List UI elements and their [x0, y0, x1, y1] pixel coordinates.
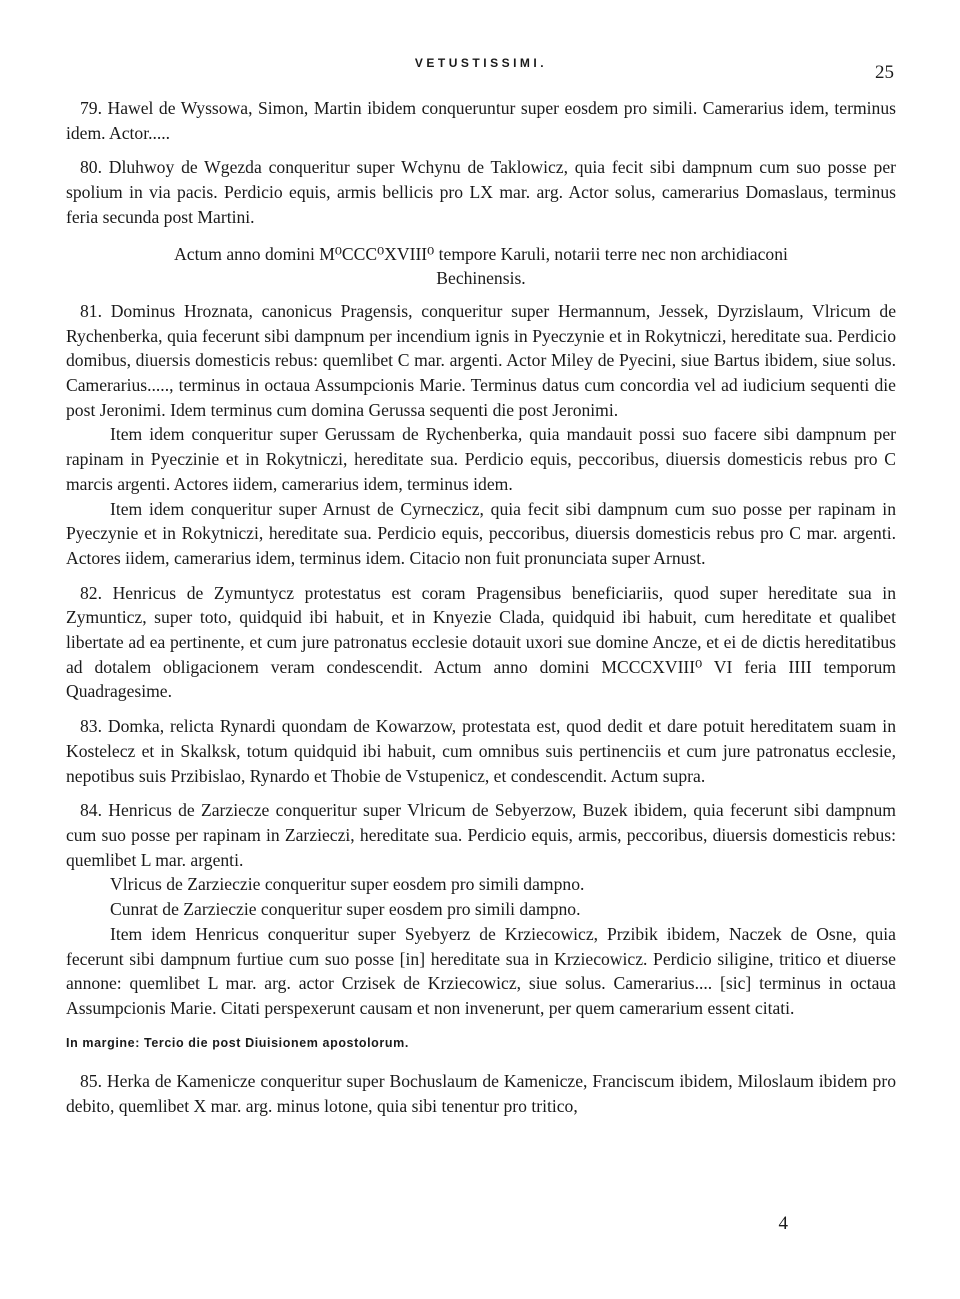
entry-80	[66, 155, 896, 229]
paragraph: Cunrat de Zarzieczie conqueritur super eosdem pro simili dampno.	[110, 899, 581, 920]
running-head	[66, 56, 896, 86]
paragraph: 79. Hawel de Wyssowa, Simon, Martin ibidem conqueruntur super eosdem pro simili. Camerarius idem, terminus idem. Actor.....	[66, 98, 896, 143]
margin-note: In margine: Tercio die post Diuisionem apostolorum.	[66, 1035, 409, 1050]
paragraph: 81. Dominus Hroznata, canonicus Pragensis, conqueritur super Hermannum, Jessek, Dyrzislaum, Vlricum de Rychenberka, quia fecerunt sibi dampnum per incendium ignis in Pyeczynie et in Rokytniczi, hereditate sua. Perdicio domibus, diuersis domesticis rebus: quemlibet C mar. argenti. Actor Miley de Pyecini, siue Bartus ibidem, siue solus. Camerarius....., terminus in octaua Assumpcionis Marie. Terminus datus cum concordia vel ad iudicium sequenti die post Jeronimi. Idem terminus cum domina Gerussa sequenti die post Jeronimi.	[66, 300, 896, 420]
entry-83	[66, 714, 896, 788]
paragraph: Item idem conqueritur super Gerussam de Rychenberka, quia mandauit possi suo facere sibi dampnum per rapinam in Pyeczinie et in Rokytniczi, hereditate sua. Perdicio equis, peccoribus, diuersis domesticis rebus pro C marcis argenti. Actores iidem, camerarius idem, terminus idem.	[66, 424, 896, 494]
entry-84	[66, 798, 896, 1020]
paragraph: 83. Domka, relicta Rynardi quondam de Kowarzow, protestata est, quod dedit et dare potuit hereditatem suam in Kostelecz et in Skalksk, totum quidquid ibi habuit, cum omnibus suis pertinenciis et cum jure patronatus ecclesie, nepotibus suis Przibislao, Rynardo et Thobie de Vstupenicz, et condescendit. Actum supra.	[66, 716, 896, 786]
entry-82	[66, 581, 896, 705]
entry-79	[66, 96, 896, 145]
running-title: VETUSTISSIMI.	[414, 56, 548, 70]
signature-mark: 4	[778, 1213, 788, 1234]
paragraph: Item idem conqueritur super Arnust de Cyrneczicz, quia fecit sibi dampnum cum suo posse per rapinam in Pyeczynie et in Rokytniczi, hereditate sua. Perdicio equis, peccoribus, diuersis domesticis rebus pro C mar. argenti. Actores iidem, camerarius idem, terminus idem. Citacio non fuit pronunciata super Arnust.	[66, 498, 896, 568]
paragraph: Vlricus de Zarzieczie conqueritur super eosdem pro simili dampno.	[110, 874, 585, 895]
paragraph: Item idem Henricus conqueritur super Syebyerz de Krziecowicz, Przibik ibidem, Naczek de Osne, quia fecerunt sibi dampnum furtiue cum suo posse [in] hereditate sua in Krziecowicz. Perdicio siligine, tritico et diuerse annone: quemlibet L mar. arg. actor Crzisek de Krziecowicz, siue solus. Camerarius.... [sic] terminus in octaua Assumpcionis Marie. Citati perspexerunt causam et non invenerunt, per quem camerarium essent citati.	[66, 923, 896, 1018]
paragraph: 84. Henricus de Zarziecze conqueritur super Vlricum de Sebyerzow, Buzek ibidem, quia fecerunt sibi dampnum cum suo posse per rapinam in Zarzieczi, hereditate sua. Perdicio equis, armis, peccoribus, diuersis domesticis rebus: quemlibet L mar. argenti.	[66, 800, 896, 870]
page-number: 25	[875, 62, 894, 83]
actum-heading: Actum anno domini M⁰CCC⁰XVIII⁰ tempore Karuli, notarii terre nec non archidiaconi Bechinensis.	[174, 243, 788, 289]
paragraph: 85. Herka de Kamenicze conqueritur super Bochuslaum de Kamenicze, Franciscum ibidem, Miloslaum ibidem pro debito, quemlibet X mar. arg. minus lotone, quia sibi tenentur pro tritico,	[66, 1071, 896, 1117]
paragraph: 80. Dluhwoy de Wgezda conqueritur super Wchynu de Taklowicz, quia fecit sibi dampnum cum suo posse per spolium in via pacis. Perdicio equis, armis bellicis pro LX mar. arg. Actor solus, camerarius Domaslaus, terminus feria secunda post Martini.	[66, 157, 896, 227]
entry-85	[66, 1069, 896, 1118]
entry-81	[66, 299, 896, 571]
paragraph: 82. Henricus de Zymuntycz protestatus est coram Pragensibus beneficiariis, quod super hereditate sua in Zymunticz, super toto, quidquid ibi habuit, et in Knyezie Clada, quidquid ibi habuit, cum hereditate et qualibet libertate ad ea pertinente, et cum jure patronatus ecclesie dotauit uxori sue domine Ancze, et ei de dictis hereditatibus ad dotalem obligacionem veram condescendit. Actum anno domini MCCCXVIII⁰ VI feria IIII temporum Quadragesime.	[66, 582, 896, 702]
document-body	[66, 96, 896, 1129]
